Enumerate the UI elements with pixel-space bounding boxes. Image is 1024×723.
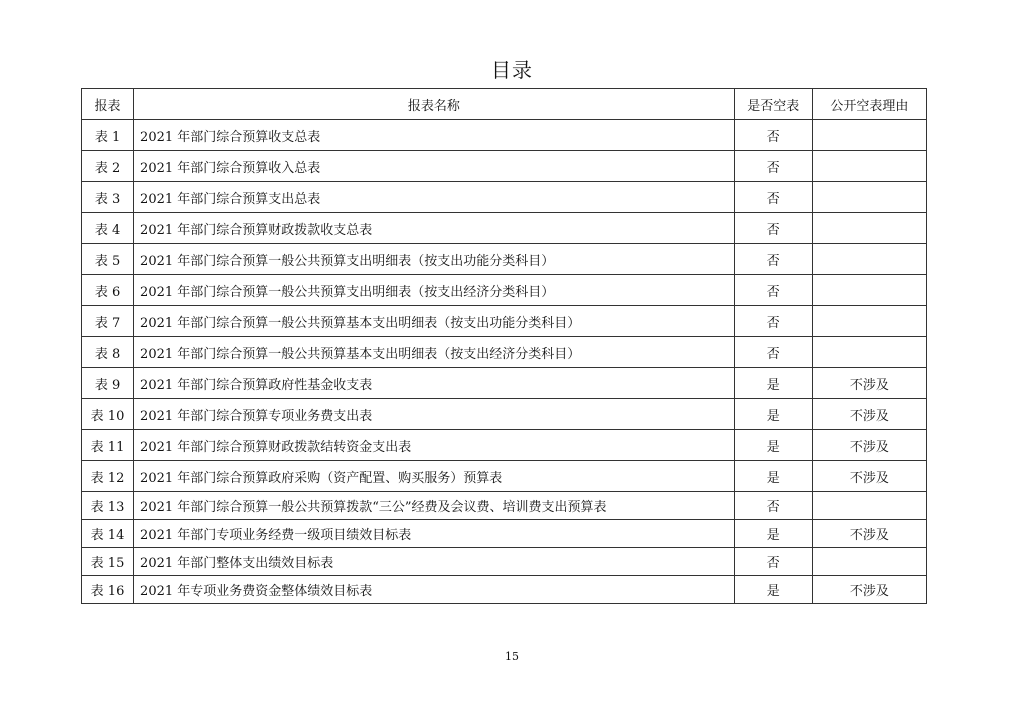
empty-reason-cell xyxy=(812,244,926,275)
table-row xyxy=(82,151,927,182)
is-empty-cell: 是 xyxy=(734,368,812,399)
table-row xyxy=(82,492,927,520)
table-header-row xyxy=(82,89,927,120)
empty-reason-cell xyxy=(812,151,926,182)
header-is-empty: 是否空表 xyxy=(734,89,812,120)
report-name-cell: 2021 年部门专项业务经费一级项目绩效目标表 xyxy=(134,520,735,548)
empty-reason-cell xyxy=(812,213,926,244)
header-report-no: 报表 xyxy=(82,89,134,120)
table-row xyxy=(82,520,927,548)
is-empty-cell: 否 xyxy=(734,548,812,576)
empty-reason-cell xyxy=(812,492,926,520)
table-row xyxy=(82,461,927,492)
empty-reason-cell xyxy=(812,337,926,368)
is-empty-cell: 否 xyxy=(734,151,812,182)
table-row xyxy=(82,244,927,275)
table-row xyxy=(82,120,927,151)
is-empty-cell: 否 xyxy=(734,492,812,520)
table-row xyxy=(82,548,927,576)
table-row xyxy=(82,399,927,430)
report-no-cell: 表 9 xyxy=(82,368,134,399)
report-name-cell: 2021 年部门综合预算一般公共预算基本支出明细表（按支出功能分类科目） xyxy=(134,306,735,337)
table-row xyxy=(82,275,927,306)
is-empty-cell: 否 xyxy=(734,182,812,213)
empty-reason-cell xyxy=(812,275,926,306)
empty-reason-cell xyxy=(812,182,926,213)
report-no-cell: 表 15 xyxy=(82,548,134,576)
report-no-cell: 表 10 xyxy=(82,399,134,430)
report-name-cell: 2021 年部门综合预算政府采购（资产配置、购买服务）预算表 xyxy=(134,461,735,492)
page-title: 目录 xyxy=(491,58,533,82)
table-row xyxy=(82,213,927,244)
is-empty-cell: 是 xyxy=(734,430,812,461)
report-name-cell: 2021 年部门综合预算收入总表 xyxy=(134,151,735,182)
empty-reason-cell: 不涉及 xyxy=(812,430,926,461)
report-no-cell: 表 12 xyxy=(82,461,134,492)
is-empty-cell: 否 xyxy=(734,275,812,306)
header-empty-reason: 公开空表理由 xyxy=(812,89,926,120)
report-name-cell: 2021 年部门综合预算一般公共预算基本支出明细表（按支出经济分类科目） xyxy=(134,337,735,368)
page-number: 15 xyxy=(505,650,519,663)
report-name-cell: 2021 年部门综合预算一般公共预算支出明细表（按支出功能分类科目） xyxy=(134,244,735,275)
header-report-name: 报表名称 xyxy=(134,89,735,120)
report-no-cell: 表 14 xyxy=(82,520,134,548)
report-catalog-table xyxy=(81,88,927,604)
report-name-cell: 2021 年部门综合预算支出总表 xyxy=(134,182,735,213)
report-name-cell: 2021 年部门综合预算财政拨款收支总表 xyxy=(134,213,735,244)
table-row xyxy=(82,306,927,337)
report-no-cell: 表 2 xyxy=(82,151,134,182)
table-row xyxy=(82,182,927,213)
empty-reason-cell xyxy=(812,306,926,337)
report-no-cell: 表 3 xyxy=(82,182,134,213)
report-no-cell: 表 5 xyxy=(82,244,134,275)
report-no-cell: 表 7 xyxy=(82,306,134,337)
empty-reason-cell: 不涉及 xyxy=(812,368,926,399)
is-empty-cell: 否 xyxy=(734,120,812,151)
table-row xyxy=(82,576,927,604)
is-empty-cell: 是 xyxy=(734,520,812,548)
report-no-cell: 表 4 xyxy=(82,213,134,244)
is-empty-cell: 否 xyxy=(734,244,812,275)
empty-reason-cell: 不涉及 xyxy=(812,576,926,604)
is-empty-cell: 是 xyxy=(734,576,812,604)
is-empty-cell: 否 xyxy=(734,306,812,337)
report-no-cell: 表 1 xyxy=(82,120,134,151)
report-no-cell: 表 13 xyxy=(82,492,134,520)
table-row xyxy=(82,337,927,368)
is-empty-cell: 否 xyxy=(734,213,812,244)
table-row xyxy=(82,430,927,461)
report-name-cell: 2021 年部门综合预算收支总表 xyxy=(134,120,735,151)
report-no-cell: 表 8 xyxy=(82,337,134,368)
report-no-cell: 表 16 xyxy=(82,576,134,604)
report-name-cell: 2021 年部门整体支出绩效目标表 xyxy=(134,548,735,576)
report-name-cell: 2021 年部门综合预算专项业务费支出表 xyxy=(134,399,735,430)
empty-reason-cell xyxy=(812,548,926,576)
report-no-cell: 表 6 xyxy=(82,275,134,306)
empty-reason-cell: 不涉及 xyxy=(812,520,926,548)
report-name-cell: 2021 年部门综合预算财政拨款结转资金支出表 xyxy=(134,430,735,461)
is-empty-cell: 是 xyxy=(734,461,812,492)
empty-reason-cell: 不涉及 xyxy=(812,461,926,492)
report-name-cell: 2021 年专项业务费资金整体绩效目标表 xyxy=(134,576,735,604)
report-name-cell: 2021 年部门综合预算一般公共预算支出明细表（按支出经济分类科目） xyxy=(134,275,735,306)
is-empty-cell: 是 xyxy=(734,399,812,430)
table-row xyxy=(82,368,927,399)
is-empty-cell: 否 xyxy=(734,337,812,368)
empty-reason-cell: 不涉及 xyxy=(812,399,926,430)
report-name-cell: 2021 年部门综合预算政府性基金收支表 xyxy=(134,368,735,399)
report-no-cell: 表 11 xyxy=(82,430,134,461)
empty-reason-cell xyxy=(812,120,926,151)
report-name-cell: 2021 年部门综合预算一般公共预算拨款“三公”经费及会议费、培训费支出预算表 xyxy=(134,492,735,520)
